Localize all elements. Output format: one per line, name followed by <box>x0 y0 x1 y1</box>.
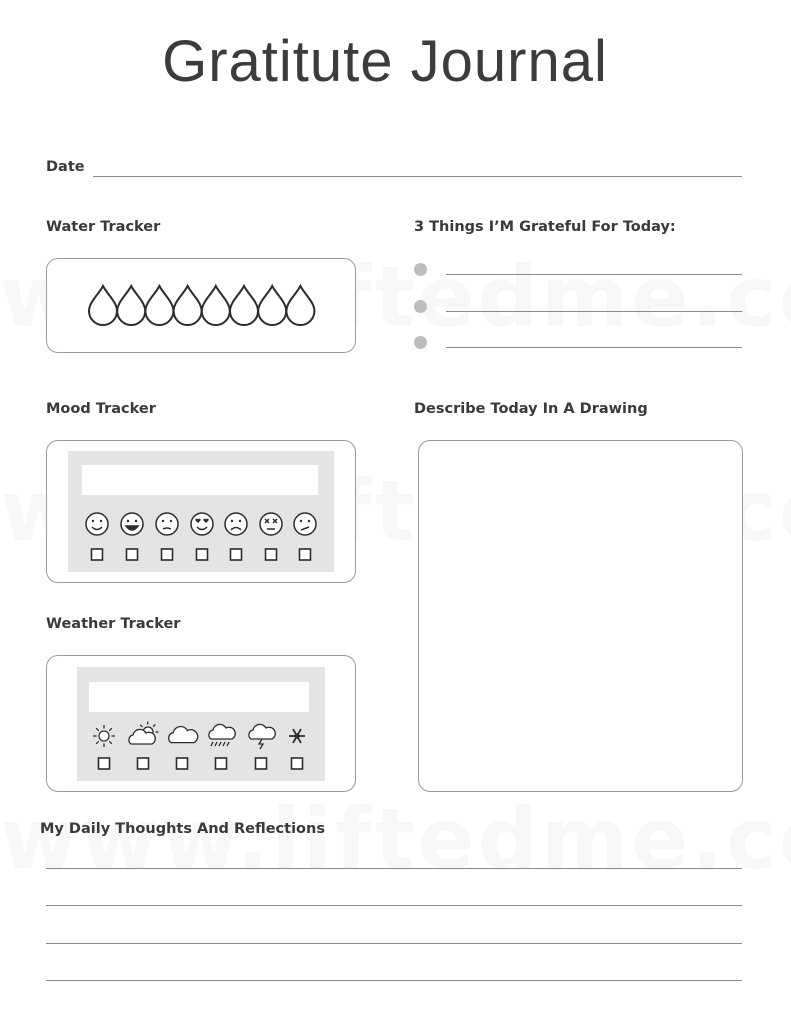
mood-checkbox[interactable] <box>162 549 173 560</box>
weather-checkbox[interactable] <box>216 758 227 769</box>
thoughts-label: My Daily Thoughts And Reflections <box>40 821 325 837</box>
water-drop-icon[interactable] <box>174 286 202 325</box>
partly-cloudy-icon <box>129 722 159 744</box>
page-title: Gratitute Journal <box>162 29 608 94</box>
water-drop-icon[interactable] <box>202 286 230 325</box>
dizzy-face-icon <box>260 513 282 535</box>
confused-face-icon <box>294 513 316 535</box>
mood-faces <box>47 441 355 582</box>
reflection-line[interactable] <box>46 868 742 869</box>
grateful-line[interactable] <box>446 311 742 312</box>
mood-checkbox[interactable] <box>231 549 242 560</box>
date-line[interactable] <box>93 176 742 177</box>
reflection-line[interactable] <box>46 980 742 981</box>
bullet-dot <box>414 300 427 313</box>
grateful-line[interactable] <box>446 347 742 348</box>
weather-checkbox[interactable] <box>177 758 188 769</box>
watermark-text <box>0 790 791 888</box>
drawing-area[interactable] <box>418 440 743 792</box>
weather-tracker-card <box>46 655 356 792</box>
mood-tracker-card <box>46 440 356 583</box>
mood-checkbox[interactable] <box>127 549 138 560</box>
weather-checkbox[interactable] <box>292 758 303 769</box>
grateful-label: 3 Things I’M Grateful For Today: <box>414 219 676 235</box>
mood-tracker-label: Mood Tracker <box>46 401 156 417</box>
weather-checkbox[interactable] <box>99 758 110 769</box>
reflection-line[interactable] <box>46 943 742 944</box>
bullet-dot <box>414 263 427 276</box>
water-drops <box>47 259 355 352</box>
water-drop-icon[interactable] <box>286 286 314 325</box>
cloud-icon <box>169 727 198 743</box>
weather-checkbox[interactable] <box>138 758 149 769</box>
grin-face-icon <box>121 513 143 535</box>
drawing-label: Describe Today In A Drawing <box>414 401 648 417</box>
mood-checkbox[interactable] <box>266 549 277 560</box>
water-tracker-card <box>46 258 356 353</box>
water-drop-icon[interactable] <box>117 286 145 325</box>
heart-eyes-face-icon <box>191 513 213 535</box>
mood-checkbox[interactable] <box>300 549 311 560</box>
weather-icons <box>47 656 355 791</box>
rain-cloud-icon <box>209 724 235 746</box>
smile-face-icon <box>86 513 108 535</box>
date-label: Date <box>46 159 85 175</box>
grateful-line[interactable] <box>446 274 742 275</box>
storm-cloud-icon <box>249 724 275 749</box>
sun-icon <box>93 725 115 747</box>
neutral-face-icon <box>156 513 178 535</box>
water-tracker-label: Water Tracker <box>46 219 161 235</box>
water-drop-icon[interactable] <box>258 286 286 325</box>
water-drop-icon[interactable] <box>145 286 173 325</box>
water-drop-icon[interactable] <box>89 286 117 325</box>
reflection-line[interactable] <box>46 905 742 906</box>
mood-checkbox[interactable] <box>92 549 103 560</box>
water-drop-icon[interactable] <box>230 286 258 325</box>
weather-tracker-label: Weather Tracker <box>46 616 181 632</box>
bullet-dot <box>414 336 427 349</box>
sad-face-icon <box>225 513 247 535</box>
snowflake-icon <box>289 729 305 743</box>
weather-checkbox[interactable] <box>256 758 267 769</box>
mood-checkbox[interactable] <box>197 549 208 560</box>
